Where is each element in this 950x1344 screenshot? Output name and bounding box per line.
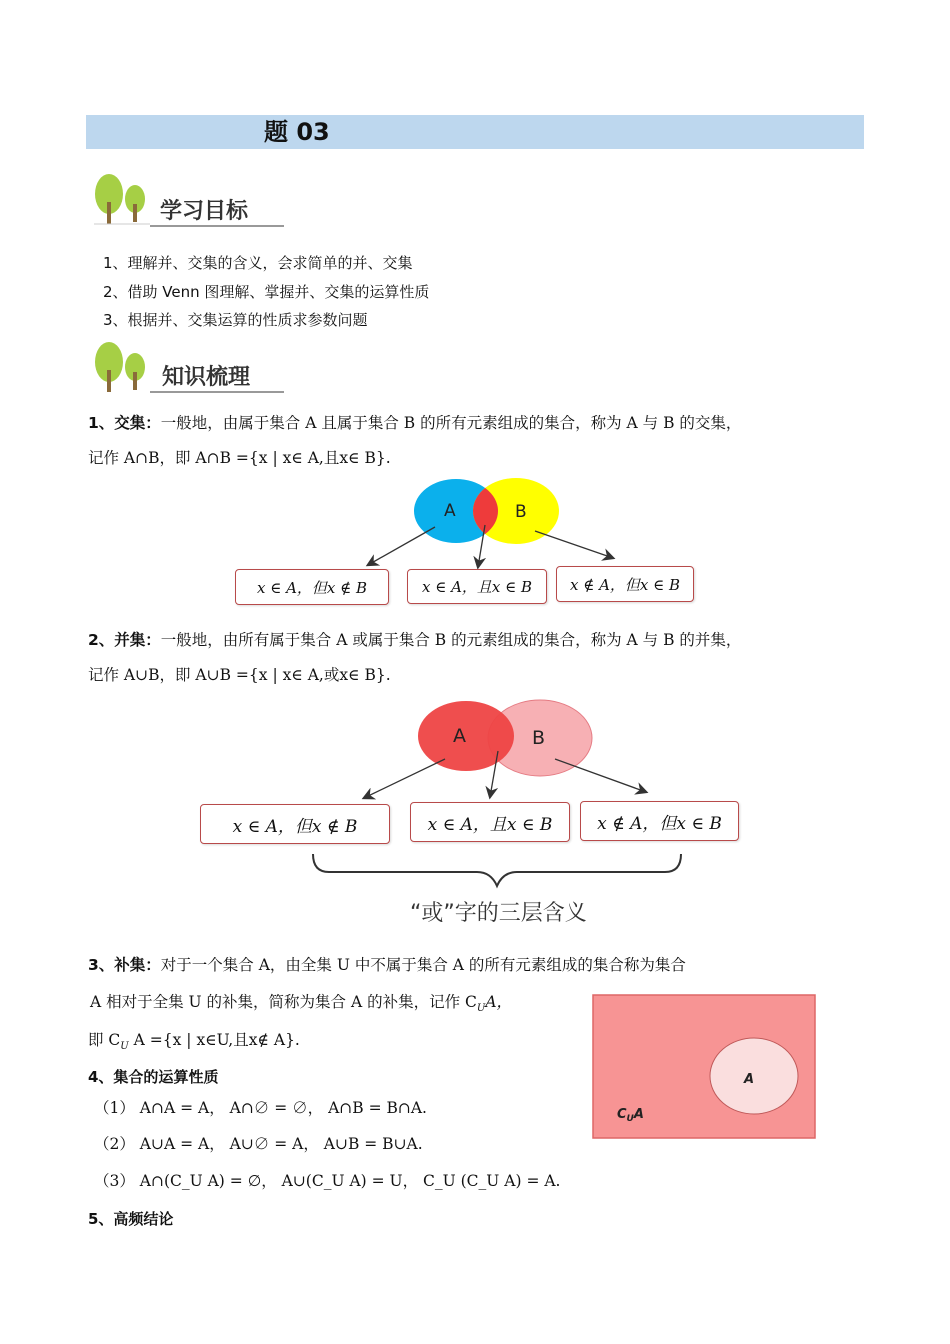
union-box-b-only: x ∉ A，但x ∈ B (580, 801, 739, 841)
venn-label-b: B (515, 502, 527, 522)
complement-line2: A 相对于全集 U 的补集，简称为集合 A 的补集，记作 $C_UA$， (90, 993, 513, 1015)
diagram-label-complement: $C_UA$ (617, 1107, 644, 1124)
intersection-box-a-only: x ∈ A，但x ∉ B (235, 569, 389, 605)
venn-label-a: A (453, 725, 466, 747)
diagram-label-a: A (744, 1072, 755, 1087)
tree-icon (90, 172, 154, 226)
intersection-label: 1、交集： (88, 414, 161, 432)
complement-paragraph (88, 953, 686, 975)
property-item: （1） A∩A = A， A∩∅ = ∅， A∩B = B∩A. (94, 1099, 427, 1117)
knowledge-heading: 知识梳理 (162, 365, 251, 390)
complement-label: 3、补集： (88, 956, 161, 974)
intersection-line2: 记作 A∩B，即 A∩B ={x | x∈ A,且x∈ B}. (88, 449, 391, 467)
venn-circle-a (418, 701, 514, 771)
brace-caption: “或”字的三层含义 (410, 901, 587, 926)
goal-item: 3、根据并、交集运算的性质求参数问题 (103, 311, 368, 329)
union-paragraph (88, 628, 741, 650)
properties-title: 4、集合的运算性质 (88, 1068, 219, 1086)
conclusion-title: 5、高频结论 (88, 1210, 174, 1228)
venn-label-b: B (532, 727, 546, 749)
union-line2: 记作 A∪B，即 A∪B ={x | x∈ A,或x∈ B}. (88, 666, 391, 684)
property-item: （3） A∩(C_U A) = ∅， A∪(C_U A) = U， C_U (C_U A) = A. (94, 1172, 561, 1190)
complement-line3: 即 $C_U$ A ={x | x∈U,且x∉ A}. (88, 1031, 300, 1053)
intersection-paragraph (88, 411, 741, 433)
complement-diagram (592, 994, 818, 1140)
curly-brace (305, 850, 695, 890)
knowledge-underline (150, 391, 284, 393)
union-venn-diagram (340, 697, 670, 802)
venn-label-a: A (444, 501, 456, 521)
title-bar (86, 115, 864, 149)
union-label: 2、并集： (88, 631, 161, 649)
complement-line1: 对于一个集合 A，由全集 U 中不属于集合 A 的所有元素组成的集合称为集合 (160, 956, 686, 974)
union-box-both: x ∈ A，且x ∈ B (410, 802, 570, 842)
tree-icon (90, 340, 154, 394)
intersection-box-b-only: x ∉ A，但x ∈ B (556, 566, 694, 602)
goal-item: 2、借助 Venn 图理解、掌握并、交集的运算性质 (103, 283, 430, 301)
goal-item: 1、理解并、交集的含义，会求简单的并、交集 (103, 254, 413, 272)
intersection-box-both: x ∈ A，且x ∈ B (407, 569, 547, 604)
intersection-line1: 一般地，由属于集合 A 且属于集合 B 的所有元素组成的集合，称为 A 与 B 的交集， (160, 414, 742, 432)
union-line1: 一般地，由所有属于集合 A 或属于集合 B 的元素组成的集合，称为 A 与 B 的并集， (160, 631, 742, 649)
page-title: 题 03 (264, 118, 330, 146)
union-box-a-only: x ∈ A，但x ∉ B (200, 804, 390, 844)
goals-heading: 学习目标 (160, 199, 249, 224)
property-item: （2） A∪A = A， A∪∅ = A， A∪B = B∪A. (94, 1135, 423, 1153)
goals-underline (150, 225, 284, 227)
